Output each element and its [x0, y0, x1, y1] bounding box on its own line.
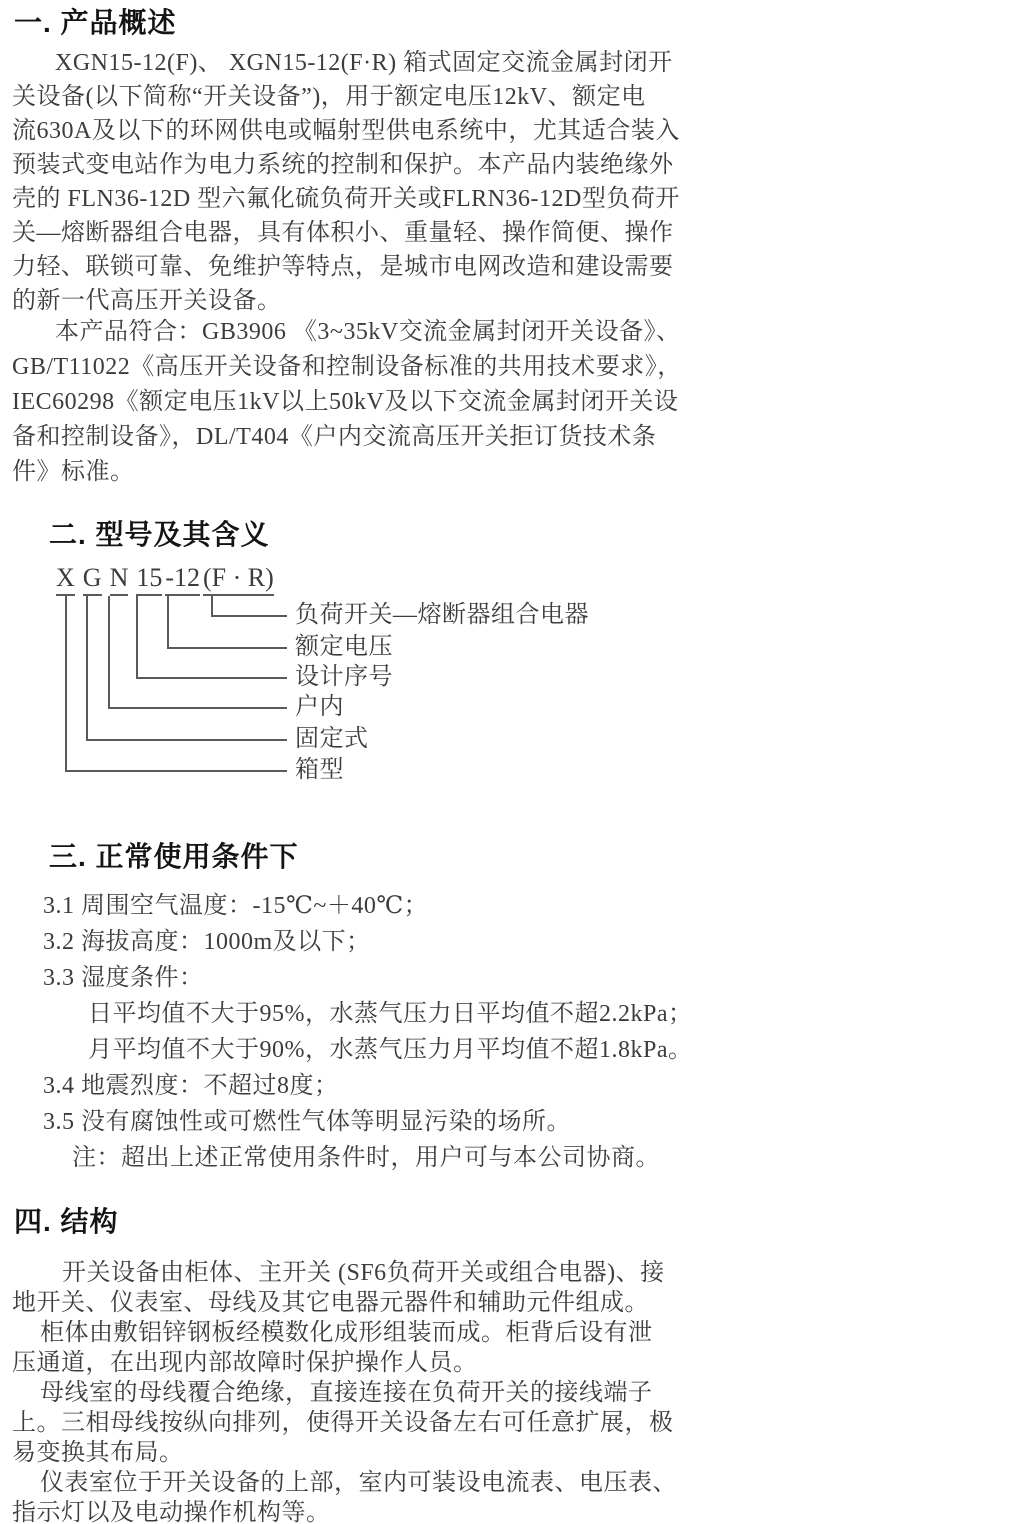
section-3-conditions-list — [12, 888, 692, 1176]
text-line: 的新一代高压开关设备。 — [12, 288, 282, 314]
text-line: 关—熔断器组合电器，具有体积小、重量轻、操作简便、操作 — [12, 220, 674, 246]
text-line: 仪表室位于开关设备的上部，室内可装设电流表、电压表、 — [40, 1470, 677, 1496]
model-part-n: N — [110, 563, 129, 596]
text-line: 上。三相母线按纵向排列，使得开关设备左右可任意扩展，极 — [12, 1410, 674, 1436]
text-line: 柜体由敷铝锌钢板经模数化成形组装而成。柜背后设有泄 — [40, 1320, 653, 1346]
section-3-heading: 三. 正常使用条件下 — [49, 841, 299, 872]
text-line: 力轻、联锁可靠、免维护等特点，是城市电网改造和建设需要 — [12, 254, 674, 280]
condition-item: 3.3 湿度条件： — [43, 965, 204, 991]
condition-subitem: 日平均值不大于95%，水蒸气压力日平均值不超2.2kPa； — [88, 1001, 693, 1027]
text-line: 易变换其布局。 — [12, 1440, 184, 1466]
section-4-paragraphs — [12, 1258, 692, 1524]
section-1-paragraph-1 — [12, 46, 692, 318]
text-line: XGN15-12(F)、 XGN15-12(F·R) 箱式固定交流金属封闭开 — [55, 50, 673, 76]
connector-line-x — [65, 596, 287, 772]
text-line: 壳的 FLN36-12D 型六氟化硫负荷开关或FLRN36-12D型负荷开 — [12, 186, 680, 212]
condition-item: 3.1 周围空气温度：-15℃~＋40℃； — [43, 893, 429, 919]
section-1-paragraph-2 — [12, 315, 692, 490]
diagram-label-load-switch-fuse: 负荷开关—熔断器组合电器 — [295, 602, 589, 628]
text-line: 地开关、仪表室、母线及其它电器元器件和辅助元件组成。 — [12, 1290, 649, 1316]
diagram-label-box-type: 箱型 — [295, 757, 344, 783]
condition-subitem: 月平均值不大于90%，水蒸气压力月平均值不超1.8kPa。 — [88, 1037, 693, 1063]
text-line: 母线室的母线覆合绝缘，直接连接在负荷开关的接线端子 — [40, 1380, 653, 1406]
model-part-x: X — [56, 563, 75, 596]
text-line: 关设备(以下简称“开关设备”)，用于额定电压12kV、额定电 — [12, 84, 646, 110]
condition-item: 3.4 地震烈度：不超过8度； — [43, 1073, 339, 1099]
diagram-label-design-serial: 设计序号 — [295, 664, 393, 690]
condition-item: 3.5 没有腐蚀性或可燃性气体等明显污染的场所。 — [43, 1109, 571, 1135]
model-designation-diagram — [12, 563, 732, 803]
text-line: 本产品符合：GB3906 《3~35kV交流金属封闭开关设备》、 — [55, 319, 681, 345]
text-line: 流630A及以下的环网供电或幅射型供电系统中，尤其适合装入 — [12, 118, 680, 144]
text-line: 开关设备由柜体、主开关 (SF6负荷开关或组合电器)、接 — [62, 1260, 665, 1286]
section-4-heading: 四. 结构 — [14, 1206, 119, 1237]
text-line: 件》标准。 — [12, 459, 135, 485]
text-line: 压通道，在出现内部故障时保护操作人员。 — [12, 1350, 478, 1376]
section-2-heading: 二. 型号及其含义 — [49, 519, 270, 550]
text-line: IEC60298《额定电压1kV以上50kV及以下交流金属封闭开关设 — [12, 389, 679, 415]
diagram-label-fixed-type: 固定式 — [295, 726, 369, 752]
model-part-12: -12 — [165, 563, 200, 596]
diagram-label-rated-voltage: 额定电压 — [295, 634, 393, 660]
text-line: GB/T11022《高压开关设备和控制设备标准的共用技术要求》， — [12, 354, 682, 380]
text-line: 备和控制设备》，DL/T404《户内交流高压开关拒订货技术条 — [12, 424, 657, 450]
condition-item: 3.2 海拔高度：1000m及以下； — [43, 929, 371, 955]
text-line: 预装式变电站作为电力系统的控制和保护。本产品内装绝缘外 — [12, 152, 674, 178]
model-part-fr: (F · R) — [203, 563, 274, 596]
model-designation-text — [56, 563, 274, 596]
section-1-heading: 一. 产品概述 — [14, 7, 177, 38]
condition-note: 注：超出上述正常使用条件时，用户可与本公司协商。 — [72, 1145, 660, 1171]
diagram-label-indoor: 户内 — [295, 694, 344, 720]
model-part-g: G — [83, 563, 102, 596]
model-part-15: 15 — [136, 563, 162, 596]
text-line: 指示灯以及电动操作机构等。 — [12, 1500, 331, 1524]
